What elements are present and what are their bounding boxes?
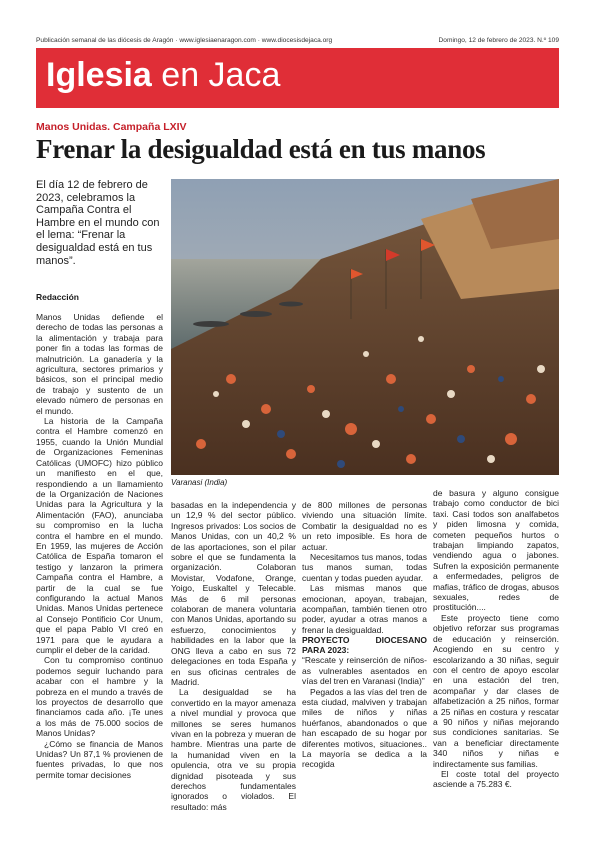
paragraph: La desigualdad se ha convertido en la mayor amenaza a nivel mundial y provoca que millones se seres humanos vivan en la pobreza y mueran de hambre. Mientras una parte de la humanidad viven en la opulencia, otra ve su propia dignidad pisoteada y sus derechos fundamentales ignorados o violados. El resultado: más — [171, 687, 296, 812]
article-column-1 — [36, 312, 163, 780]
masthead-banner — [36, 48, 559, 108]
paragraph: basadas en la independencia y un 12,9 % del sector público. Ingresos privados: Los socios de Manos Unidas, con un 40,2 % de las aportaciones, son el pilar sobre el que se fundamenta la organización. Colaboran Movistar, Vodafone, Orange, Yoigo, Euskaltel y Telecable. Más de 6 mil personas colaboran de manera voluntaria con Manos Unidas, aportando su esfuerzo, conocimientos y habilidades en la labor que la ONG lleva a cabo en sus 72 delegaciones en toda España y en sus oficinas centrales de Madrid. — [171, 500, 296, 687]
headline: Frenar la desigualdad está en tus manos — [36, 134, 486, 164]
project-title-quote: “Rescate y reinserción de niños-as vulnerables asentados en vías del tren en Varanasi (India)” — [302, 655, 427, 687]
article-column-4 — [433, 488, 559, 790]
article-column-3 — [302, 500, 427, 770]
paragraph: Este proyecto tiene como objetivo reforzar sus programas de educación y reinserción. Acogiendo en su centro y escolarizando a 30 niñas, seguir con el centro de apoyo escolar en una estación del tren, acompañar y dar clases de alfabetización a 25 niños, formar a 25 niñas en costura y rescatar a 90 niños y niñas mejorando sus condiciones sanitarias. Se van a beneficiar directamente 340 niños y niñas e indirectamente sus familias. — [433, 612, 559, 769]
paragraph: Con tu compromiso continuo podemos seguir luchando para acabar con el hambre y la pobreza en el mundo a través de los proyectos de desarrollo que financiamos cada año. ¡Te unes a los más de 75.000 socios de Manos Unidas? — [36, 655, 163, 739]
paragraph: Necesitamos tus manos, todas tus manos suman, todas cuentan y todas pueden ayudar. — [302, 552, 427, 583]
varanasi-photo — [171, 179, 559, 475]
masthead-light: en Jaca — [161, 56, 281, 94]
kicker: Manos Unidas. Campaña LXIV — [36, 121, 187, 133]
publication-info-line — [36, 37, 559, 47]
article-column-2 — [171, 500, 296, 812]
paragraph: Manos Unidas defiende el derecho de todas las personas a la alimentación y trabaja para poner fin a todas las formas de malnutrición. La ganadería y la agricultura, sectores primarios y básicos, son el principal medio de trabajo y sustento de un elevado número de personas en el mundo. — [36, 312, 163, 416]
masthead-bold: Iglesia — [46, 56, 152, 94]
intro-text: El día 12 de febrero de 2023, celebramos la Campaña Contra el Hambre en el mundo con el lema: “Frenar la desigualdad está en tus manos”. — [36, 179, 160, 267]
issue-date: Domingo, 12 de febrero de 2023. N.º 109 — [438, 37, 559, 44]
paragraph: Pegados a las vías del tren de esta ciudad, malviven y trabajan miles de niños y niñas huérfanos, abandonados o que han escapado de su hogar por diferentes motivos, situaciones.. La mayoría se dedica a la recogida — [302, 686, 427, 770]
publication-info: Publicación semanal de las diócesis de Aragón · www.iglesiaenaragon.com · www.diocesisdejaca.org — [36, 37, 333, 44]
paragraph: El coste total del proyecto asciende a 75.283 €. — [433, 768, 559, 790]
paragraph: de 800 millones de personas viviendo una situación límite. Combatir la desigualdad no es un reto imposible. Es hora de actuar. — [302, 500, 427, 552]
byline: Redacción — [36, 292, 79, 302]
photo-caption: Varanasi (India) — [171, 478, 228, 487]
paragraph: ¿Cómo se financia de Manos Unidas? Un 87,1 % provienen de fuentes privadas, lo que nos permite tomar decisiones — [36, 738, 163, 780]
photo-illustration — [171, 179, 559, 475]
masthead-title — [46, 56, 280, 95]
paragraph: Las mismas manos que emocionan, apoyan, trabajan, acompañan, también tienen otro poder, ayudar a otras manos a frenar la desigualdad. — [302, 583, 427, 635]
project-subhead: PROYECTO DIOCESANO PARA 2023: — [302, 635, 427, 656]
paragraph: La historia de la Campaña contra el Hambre comenzó en 1955, cuando la Unión Mundial de Organizaciones Femeninas Católicas (UMOFC) hizo público un manifiesto en el que, respondiendo a un llamamiento de la Organización de Naciones Unidas para la Agricultura y la Alimentación (FAO), anunciaba su compromiso en la lucha contra el hambre en el mundo. En 1959, las mujeres de Acción Católica de España tomaron el testigo y lanzaron la primera Campaña contra el Hambre, a partir de la cual se fue configurando la actual Manos Unidas. Manos Unidas pertenece al Consejo Pontificio Cor Unum, que el papa Pablo VI creó en 1971 para que le ayudara a cumplir el deber de la caridad. — [36, 416, 163, 655]
paragraph: de basura y alguno consigue trabajo como conductor de bici taxi. Casi todos son analfabetos y piden limosna y comida, cometen pequeños hurtos o trabajan limpiando zapatos, vendiendo agua o jabones. Sufren la exposición permanente a enfermedades, peligros de mafias, tráfico de drogas, abusos sexuales, redes de prostitución.... — [433, 488, 559, 613]
